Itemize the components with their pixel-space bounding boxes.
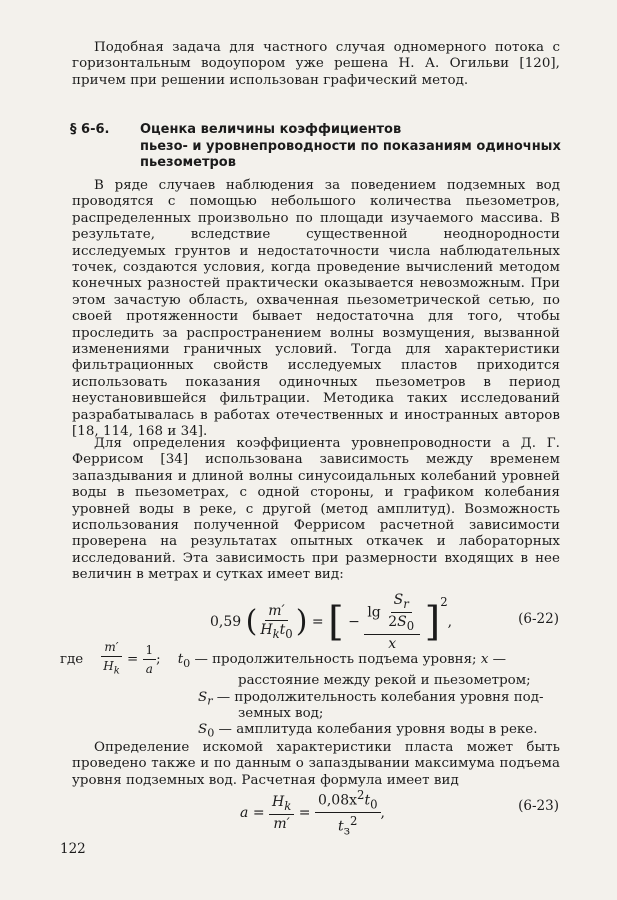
where-one: 1	[143, 642, 157, 660]
eq2-k: k	[284, 798, 292, 813]
eq2-denominator-sub: з	[343, 823, 350, 838]
eq1-two: 2	[388, 613, 398, 630]
eq1-m-prime: m′	[268, 602, 285, 619]
where-H: H	[103, 659, 114, 674]
section-heading	[70, 122, 570, 172]
eq2-m-prime: m′	[273, 815, 290, 832]
eq1-t: t	[279, 621, 286, 638]
where-m-prime: m′	[104, 640, 119, 654]
eq1-left-paren: (	[245, 603, 258, 639]
eq1-fraction-m-over-hkt0	[257, 603, 295, 641]
page-number: 122	[60, 841, 86, 857]
eq2-a: a	[240, 804, 249, 821]
where-semicolon: ;	[156, 652, 161, 668]
eq1-right-bracket: ]	[424, 598, 441, 645]
paragraph-2: Для определения коэффициента уровнепроводности a Д. Г. Феррисом [34] использована зависимость между временем запаздывания и длиной волны синусоидальных колебаний уровней воды в пьезометрах, с одной стороны, и графиком колебания уровней воды в реке, с другой (метод амплитуд). Возможность использования полученной Феррисом расчетной зависимости проверена на результатах опытных откачек и лабораторных исследований. Эта зависимость при размерности входящих в нее величин в метрах и сутках имеет вид:	[72, 436, 560, 583]
eq2-x-square: 2	[357, 788, 365, 802]
where-fraction-1-over-a	[143, 642, 157, 678]
where-k: k	[113, 665, 120, 677]
eq1-zero-sub: 0	[406, 618, 415, 633]
where-x-description: расстояние между рекой и пьезометром;	[238, 673, 531, 688]
where-s0-symbol: S	[198, 722, 208, 737]
eq1-exponent: 2	[440, 595, 448, 610]
eq1-minus: −	[348, 613, 360, 630]
eq1-right-paren: )	[295, 603, 308, 639]
where-sr-text-continued: земных вод;	[238, 706, 324, 721]
eq2-equals-2: =	[298, 804, 311, 821]
where-t0-sub: 0	[183, 656, 191, 670]
eq1-coefficient: 0,59	[210, 613, 242, 630]
eq1-S-0: S	[397, 613, 407, 630]
eq2-t-sub: 0	[370, 797, 378, 812]
where-x-dash: —	[488, 652, 507, 668]
where-sr-symbol: S	[198, 690, 208, 705]
eq1-lg: lg	[367, 604, 381, 621]
where-a: a	[145, 662, 153, 677]
where-equals: =	[127, 652, 139, 668]
where-sr-sub: r	[207, 694, 213, 708]
equation-6-23	[240, 788, 385, 838]
eq2-comma: ,	[380, 804, 385, 821]
eq1-fraction-sr-over-2s0	[385, 592, 417, 633]
where-t0-text: — продолжительность подъема уровня;	[190, 652, 477, 668]
eq1-r-sub: r	[403, 596, 409, 611]
paragraph-1: В ряде случаев наблюдения за поведением подземных вод проводятся с помощью небольшого количества пьезометров, распределенных произвольно по площади изучаемого массива. В результате, вследствие существенной неоднородности исследуемых грунтов и недостаточности числа наблюдательных точек, создаются условия, когда проведение вычислений методом конечных разностей практически оказывается невозможным. При этом зачастую область, охваченная пьезометрической сетью, по своей протяженности бывает недостаточна для того, чтобы проследить за распространением волны возмущения, вызванной изменениями граничных условий. Тогда для характеристики фильтрационных свойств исследуемых пластов приходится использовать показания одиночных пьезометров в период неустановившейся фильтрации. Методика таких исследований разрабатывалась в работах отечественных и иностранных авторов [18, 114, 168 и 34].	[72, 178, 560, 440]
eq1-H: H	[260, 621, 273, 638]
eq1-x: x	[388, 635, 397, 652]
eq2-t: t	[364, 792, 371, 809]
section-title-line1: Оценка величины коэффициентов	[140, 122, 402, 137]
where-s0-sub: 0	[207, 726, 215, 740]
eq1-t-sub: 0	[285, 626, 293, 641]
where-s0-text: — амплитуда колебания уровня воды в реке.	[214, 722, 538, 737]
where-sr-text: — продолжительность колебания уровня под-	[212, 690, 544, 705]
eq2-fraction-main	[315, 788, 381, 838]
section-title-line2: пьезо- и уровнепроводности по показаниям одиночных	[140, 138, 561, 154]
eq2-numerator: 0,08x	[317, 792, 358, 809]
eq2-fraction-hk-over-m	[269, 794, 294, 832]
eq1-comma: ,	[447, 613, 453, 630]
eq1-equals: =	[311, 613, 324, 630]
eq2-equals-1: =	[252, 804, 265, 821]
section-number: § 6-6.	[70, 122, 110, 137]
where-x-symbol: x	[480, 652, 489, 668]
eq1-k: k	[272, 626, 280, 641]
eq2-H: H	[272, 794, 285, 811]
where-word: где	[60, 652, 84, 668]
intro-paragraph: Подобная задача для частного случая одномерного потока с горизонтальным водоупором уже решена Н. А. Огильви [120], причем при решении использован графический метод.	[72, 40, 560, 88]
equation-number-6-22: (6-22)	[518, 611, 559, 627]
section-title-line3: пьезометров	[140, 155, 236, 170]
where-fraction-m-over-hk	[100, 639, 123, 680]
eq2-denominator-t: t	[338, 819, 344, 836]
eq1-S-r: S	[393, 592, 404, 608]
where-t0-symbol: t	[177, 652, 184, 668]
paragraph-3: Определение искомой характеристики пласта может быть проведено также и по данным о запаздывании максимума подъема уровня подземных вод. Расчетная формула имеет вид	[72, 740, 560, 788]
eq2-denominator-square: 2	[350, 814, 358, 829]
equation-number-6-23: (6-23)	[518, 798, 559, 814]
eq1-left-bracket: [	[328, 598, 344, 645]
